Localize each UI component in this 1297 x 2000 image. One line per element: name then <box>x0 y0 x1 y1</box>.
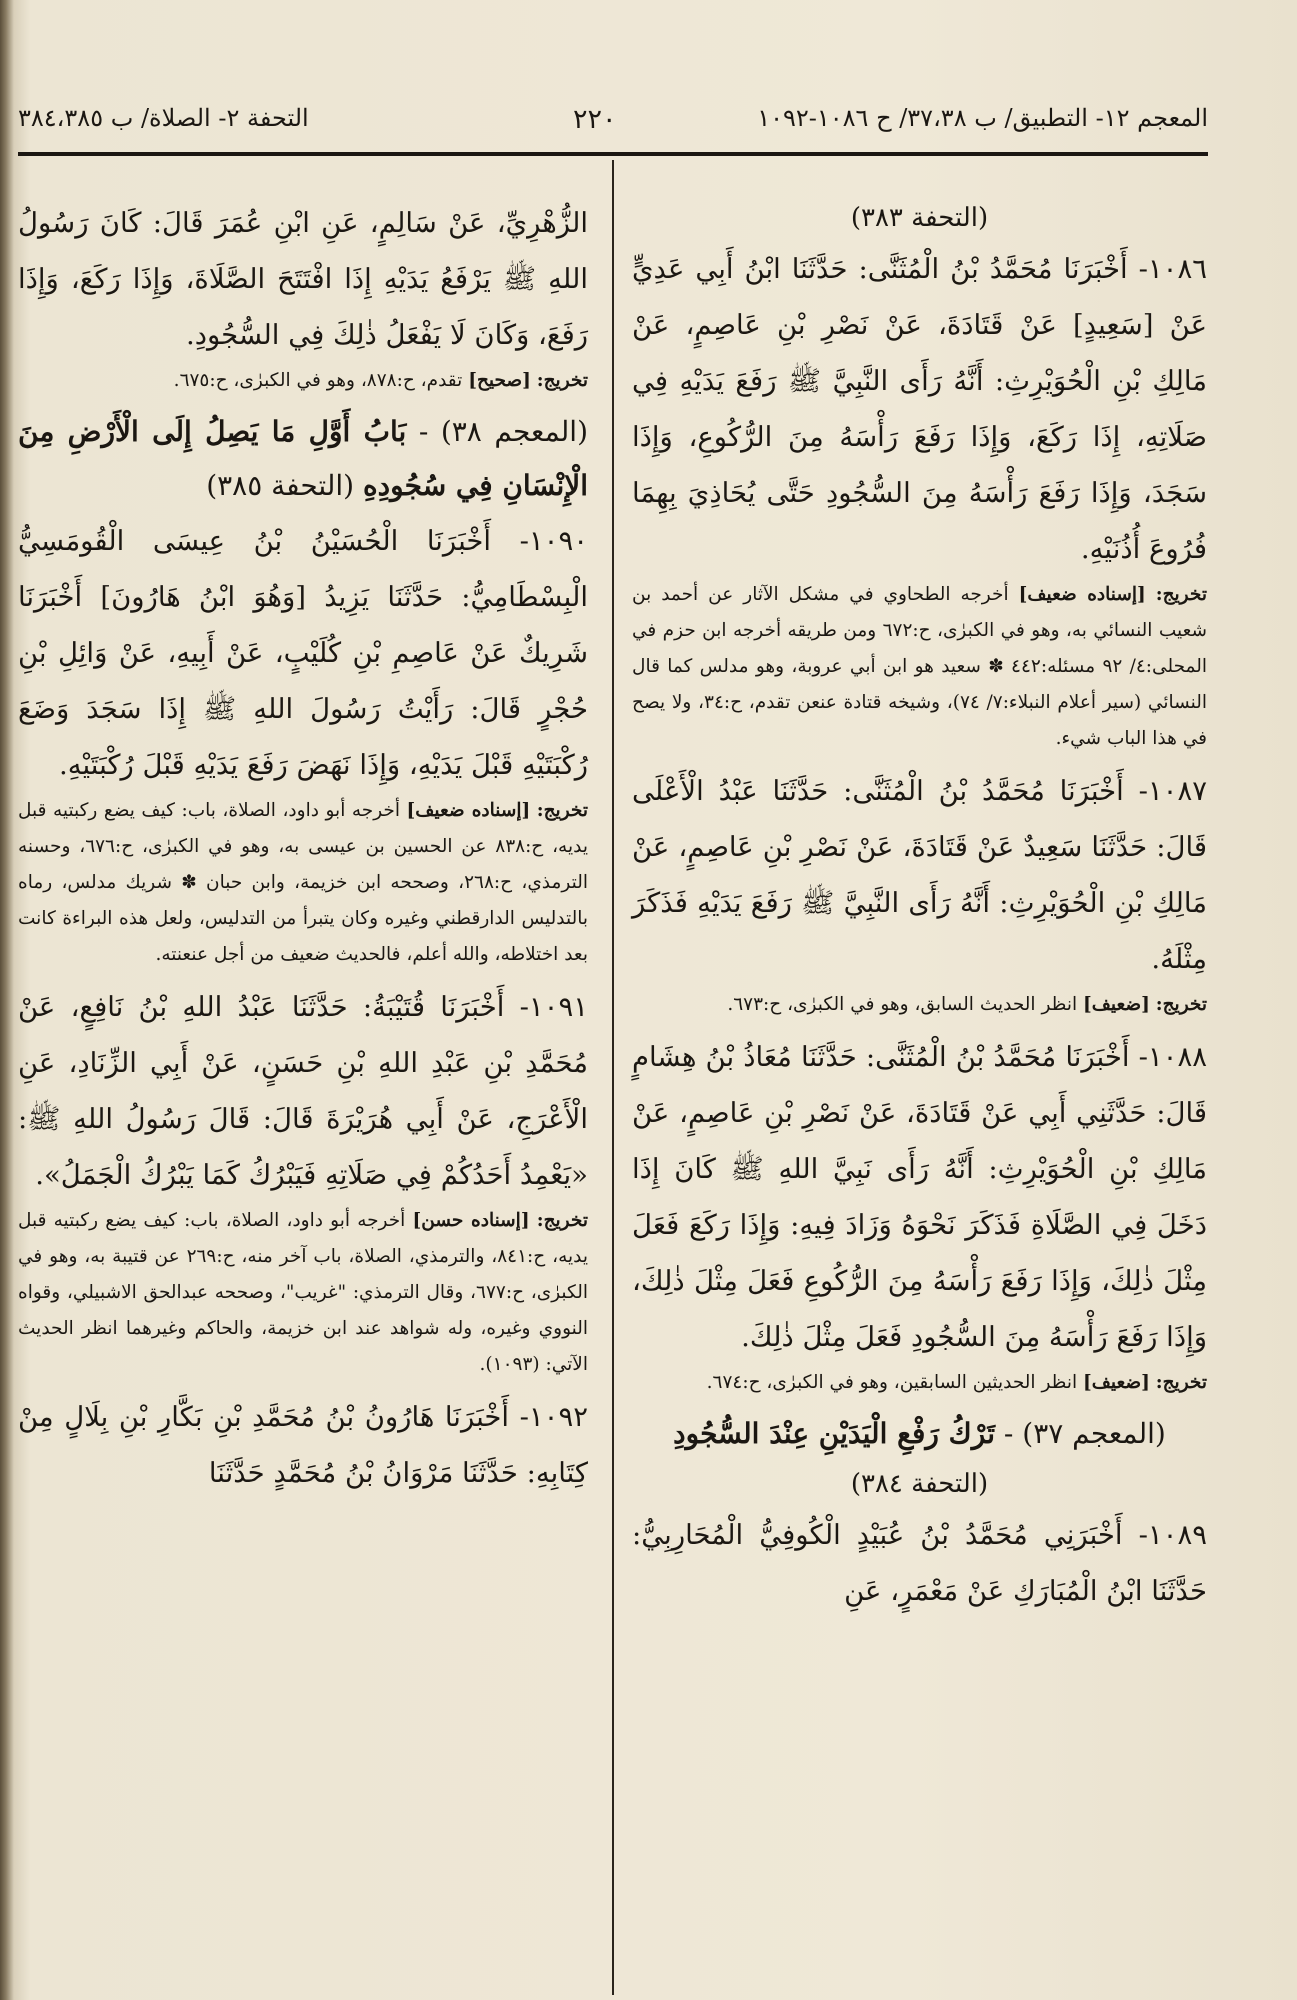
header-right-reference: المعجم ١٢- التطبيق/ ب ٣٧،٣٨/ ح ١٠٨٦-١٠٩٢ <box>757 104 1208 132</box>
hadith-1088: ١٠٨٨- أَخْبَرَنَا مُحَمَّدُ بْنُ الْمُثَنَّى: حَدَّثَنَا مُعَاذُ بْنُ هِشَامٍ قَالَ: حَدَّثَنِي أَبِي عَنْ قَتَادَةَ، عَنْ نَصْرِ بْنِ عَاصِمٍ، عَنْ مَالِكِ بْنِ الْحُوَيْرِثِ: أَنَّهُ رَأَى نَبِيَّ اللهِ ﷺ كَانَ إِذَا دَخَلَ فِي الصَّلَاةِ فَذَكَرَ نَحْوَهُ وَزَادَ فِيهِ: وَإِذَا رَكَعَ فَعَلَ مِثْلَ ذٰلِكَ، وَإِذَا رَفَعَ رَأْسَهُ مِنَ الرُّكُوعِ فَعَلَ مِثْلَ ذٰلِكَ، وَإِذَا رَفَعَ رَأْسَهُ مِنَ السُّجُودِ فَعَلَ مِثْلَ ذٰلِكَ. <box>632 1041 1207 1353</box>
hadith-1092: ١٠٩٢- أَخْبَرَنَا هَارُونُ بْنُ مُحَمَّدِ بْنِ بَكَّارِ بْنِ بِلَالٍ مِنْ كِتَابِهِ: حَدَّثَنَا مَرْوَانُ بْنُ مُحَمَّدٍ حَدَّثَنَا <box>18 1401 588 1489</box>
takhrij-grade: [إسناده ضعيف] <box>406 800 531 821</box>
chapter-prefix: (المعجم ٣٨) - <box>418 415 588 448</box>
chapter-title: بَابُ أَوَّلِ مَا يَصِلُ إِلَى الْأَرْضِ مِنَ الْإِنْسَانِ فِي سُجُودِهِ <box>18 415 588 502</box>
hadith-1089-continued: الزُّهْرِيِّ، عَنْ سَالِمٍ، عَنِ ابْنِ عُمَرَ قَالَ: كَانَ رَسُولُ اللهِ ﷺ يَرْفَعُ يَدَيْهِ إِذَا افْتَتَحَ الصَّلَاةَ، وَإِذَا رَكَعَ، وَإِذَا رَفَعَ، وَكَانَ لَا يَفْعَلُ ذٰلِكَ فِي السُّجُودِ. <box>18 207 588 351</box>
takhrij-1086 <box>632 577 1207 757</box>
takhrij-grade: [صحيح] <box>468 370 531 391</box>
hadith-1091: ١٠٩١- أَخْبَرَنَا قُتَيْبَةُ: حَدَّثَنَا عَبْدُ اللهِ بْنُ نَافِعٍ، عَنْ مُحَمَّدِ بْنِ عَبْدِ اللهِ بْنِ حَسَنٍ، عَنْ أَبِي الزِّنَادِ، عَنِ الْأَعْرَجِ، عَنْ أَبِي هُرَيْرَةَ قَالَ: قَالَ رَسُولُ اللهِ ﷺ: «يَعْمِدُ أَحَدُكُمْ فِي صَلَاتِهِ فَيَبْرُكُ كَمَا يَبْرُكُ الْجَمَلُ». <box>18 991 588 1191</box>
page-header <box>18 104 1208 148</box>
takhrij-text: أخرجه أبو داود، الصلاة، باب: كيف يضع ركبتيه قبل يديه، ح:٨٣٨ عن الحسين بن عيسى به، وهو في الكبرٰى، ح:٦٧٦، وحسنه الترمذي، ح:٢٦٨، وصححه ابن خزيمة، وابن حبان ✽ شريك مدلس، رماه بالتدليس الدارقطني وغيره وكان يتبرأ من التدليس، ولعل هذه البراءة كانت بعد اختلاطه، والله أعلم، فالحديث ضعيف من أجل عنعنته. <box>18 800 588 965</box>
chapter-title: تَرْكُ رَفْعِ الْيَدَيْنِ عِنْدَ السُّجُودِ <box>673 1417 995 1450</box>
column-divider <box>612 160 614 1995</box>
takhrij-text: انظر الحديث السابق، وهو في الكبرٰى، ح:٦٧٣. <box>727 994 1078 1015</box>
chapter-prefix: (المعجم ٣٧) - <box>1003 1417 1166 1450</box>
takhrij-1088 <box>632 1365 1207 1401</box>
takhrij-text: أخرجه أبو داود، الصلاة، باب: كيف يضع ركبتيه قبل يديه، ح:٨٤١، والترمذي، الصلاة، باب آخر منه، ح:٢٦٩ عن قتيبة به، وهو في الكبرٰى، ح:٦٧٧، وقال الترمذي: "غريب"، وصححه عبدالحق الاشبيلي، وقواه النووي وغيره، وله شواهد عند ابن خزيمة، والحاكم وغيرهما انظر الحديث الآتي: (١٠٩٣). <box>18 1210 588 1375</box>
takhrij-grade: [إسناده ضعيف] <box>1018 584 1146 605</box>
tuhfa-heading: (التحفة ٣٨٤) <box>850 1469 989 1499</box>
takhrij-grade: [ضعيف] <box>1083 994 1150 1015</box>
takhrij-1089 <box>18 363 588 399</box>
takhrij-text: انظر الحديثين السابقين، وهو في الكبرٰى، ح:٦٧٤. <box>706 1372 1078 1393</box>
right-column <box>632 195 1207 1619</box>
takhrij-label: تخريج: <box>1155 994 1207 1015</box>
hadith-1090: ١٠٩٠- أَخْبَرَنَا الْحُسَيْنُ بْنُ عِيسَى الْقُومَسِيُّ الْبِسْطَامِيُّ: حَدَّثَنَا يَزِيدُ [وَهُوَ ابْنُ هَارُونَ] أَخْبَرَنَا شَرِيكٌ عَنْ عَاصِمِ بْنِ كُلَيْبٍ، عَنْ أَبِيهِ، عَنْ وَائِلِ بْنِ حُجْرٍ قَالَ: رَأَيْتُ رَسُولَ اللهِ ﷺ إِذَا سَجَدَ وَضَعَ رُكْبَتَيْهِ قَبْلَ يَدَيْهِ، وَإِذَا نَهَضَ رَفَعَ يَدَيْهِ قَبْلَ رُكْبَتَيْهِ. <box>18 525 588 781</box>
takhrij-label: تخريج: <box>536 370 588 391</box>
takhrij-grade: [إسناده حسن] <box>412 1210 530 1231</box>
page-number: ٢٢٠ <box>573 104 617 135</box>
left-column <box>18 195 588 1501</box>
takhrij-1090 <box>18 793 588 973</box>
hadith-1086: ١٠٨٦- أَخْبَرَنَا مُحَمَّدُ بْنُ الْمُثَنَّى: حَدَّثَنَا ابْنُ أَبِي عَدِيٍّ عَنْ [سَعِيدٍ] عَنْ قَتَادَةَ، عَنْ نَصْرِ بْنِ عَاصِمٍ، عَنْ مَالِكِ بْنِ الْحُوَيْرِثِ: أَنَّهُ رَأَى النَّبِيَّ ﷺ رَفَعَ يَدَيْهِ فِي صَلَاتِهِ، إِذَا رَكَعَ، وَإِذَا رَفَعَ رَأْسَهُ مِنَ الرُّكُوعِ، وَإِذَا سَجَدَ، وَإِذَا رَفَعَ رَأْسَهُ مِنَ السُّجُودِ حَتَّى يُحَاذِيَ بِهِمَا فُرُوعَ أُذُنَيْهِ. <box>632 253 1207 565</box>
hadith-1087: ١٠٨٧- أَخْبَرَنَا مُحَمَّدُ بْنُ الْمُثَنَّى: حَدَّثَنَا عَبْدُ الْأَعْلَى قَالَ: حَدَّثَنَا سَعِيدٌ عَنْ قَتَادَةَ، عَنْ نَصْرِ بْنِ عَاصِمٍ، عَنْ مَالِكِ بْنِ الْحُوَيْرِثِ: أَنَّهُ رَأَى النَّبِيَّ ﷺ رَفَعَ يَدَيْهِ فَذَكَرَ مِثْلَهُ. <box>632 775 1207 975</box>
takhrij-label: تخريج: <box>536 1210 588 1231</box>
hadith-1089: ١٠٨٩- أَخْبَرَنِي مُحَمَّدُ بْنُ عُبَيْدٍ الْكُوفِيُّ الْمُحَارِبِيُّ: حَدَّثَنَا ابْنُ الْمُبَارَكِ عَنْ مَعْمَرٍ، عَنِ <box>632 1519 1207 1607</box>
takhrij-text: أخرجه الطحاوي في مشكل الآثار عن أحمد بن شعيب النسائي به، وهو في الكبرٰى، ح:٦٧٢ ومن طريقه أخرجه ابن حزم في المحلى:٤/ ٩٢ مسئله:٤٤٢ ✽ سعيد هو ابن أبي عروبة، وهو مدلس كما قال النسائي (سير أعلام النبلاء:٧/ ٧٤)، وشيخه قتادة عنعن تقدم، ح:٣٤، ولا يصح في هذا الباب شيء. <box>632 584 1208 749</box>
header-rule <box>18 152 1208 156</box>
tuhfa-heading: (التحفة ٣٨٥) <box>206 469 355 502</box>
takhrij-label: تخريج: <box>1155 1372 1207 1393</box>
takhrij-label: تخريج: <box>536 800 588 821</box>
takhrij-text: تقدم، ح:٨٧٨، وهو في الكبرٰى، ح:٦٧٥. <box>173 370 463 391</box>
tuhfa-heading: (التحفة ٣٨٣) <box>850 203 989 233</box>
takhrij-1087 <box>632 987 1207 1023</box>
takhrij-label: تخريج: <box>1155 584 1207 605</box>
takhrij-grade: [ضعيف] <box>1083 1372 1150 1393</box>
chapter-38-heading <box>18 405 588 513</box>
takhrij-1091 <box>18 1203 588 1383</box>
header-left-reference: التحفة ٢- الصلاة/ ب ٣٨٤،٣٨٥ <box>18 104 309 132</box>
chapter-37-heading <box>632 1407 1207 1461</box>
